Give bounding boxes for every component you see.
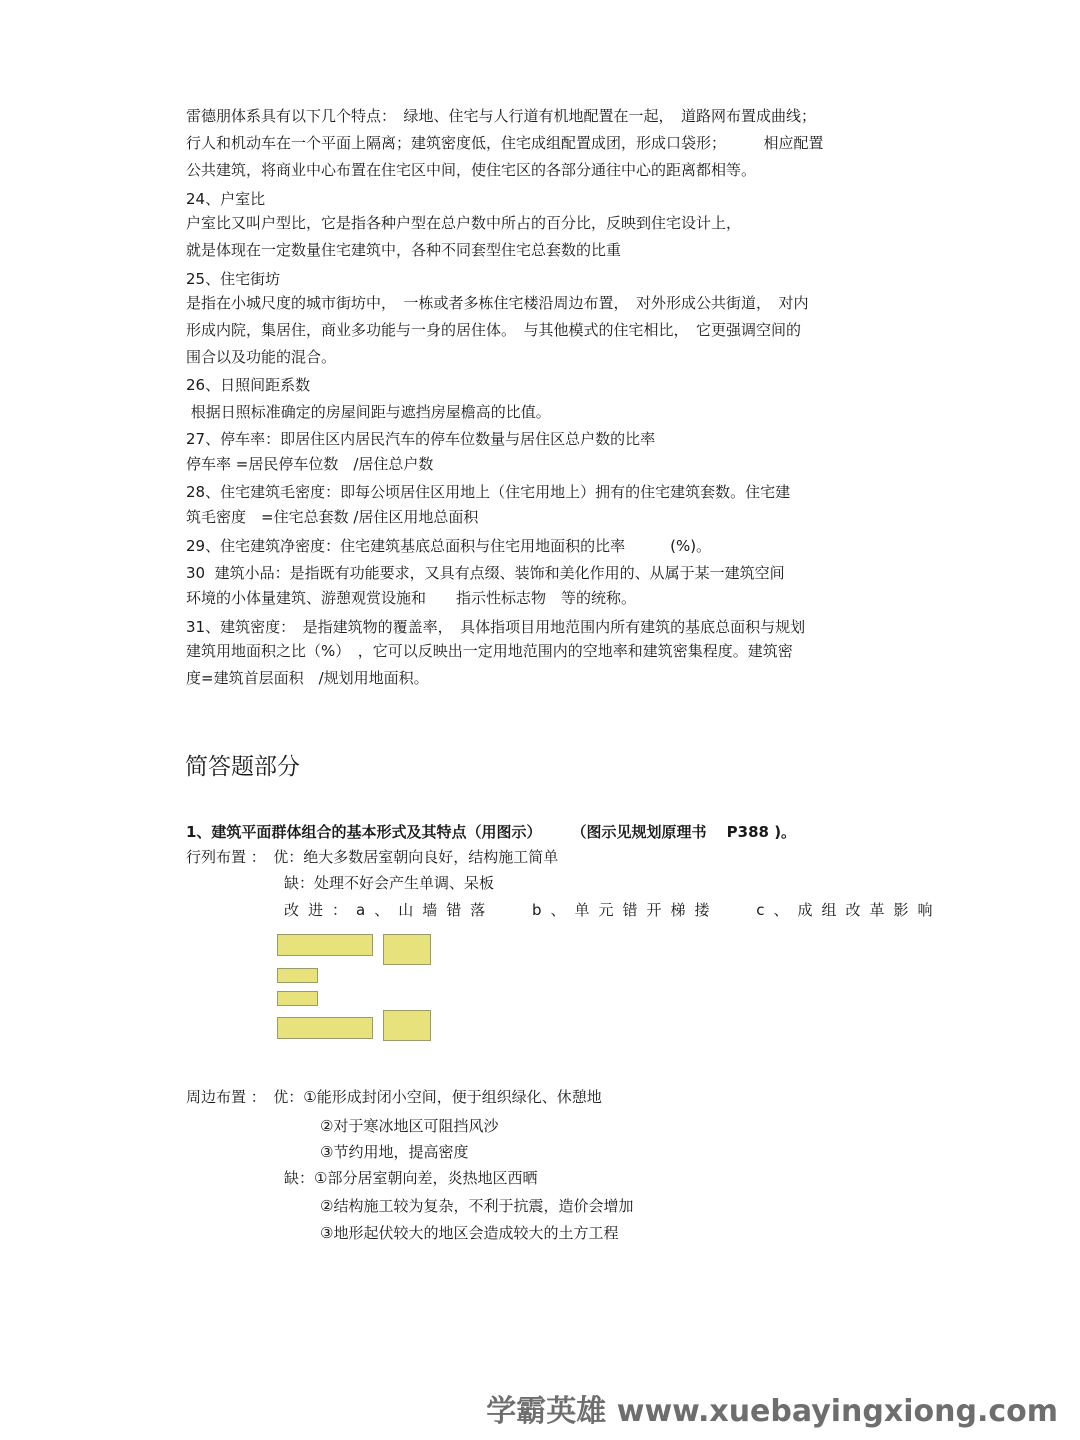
text-line: 形成内院，集居住，商业多功能与一身的居住体。 与其他模式的住宅相比， 它更强调空间的 <box>186 321 802 339</box>
text-line: 环境的小体量建筑、游憩观赏设施和 指示性标志物 等的统称。 <box>186 589 637 607</box>
formula-line: 停车率 =居民停车位数 /居住总户数 <box>186 455 434 473</box>
perimeter-layout-pro-3: ③节约用地，提高密度 <box>320 1143 469 1161</box>
text-line: 就是体现在一定数量住宅建筑中，各种不同套型住宅总套数的比重 <box>186 241 622 259</box>
text-line: 是指在小城尺度的城市街坊中， 一栋或者多栋住宅楼沿周边布置， 对外形成公共街道， 对内 <box>186 294 809 312</box>
perimeter-layout-con-3: ③地形起伏较大的地区会造成较大的土方工程 <box>320 1224 619 1242</box>
formula-line: 筑毛密度 =住宅总套数 /居住区用地总面积 <box>186 508 479 526</box>
text-line: 31、建筑密度： 是指建筑物的覆盖率， 具体指项目用地范围内所有建筑的基底总面积与规划 <box>186 618 806 636</box>
perimeter-layout-con-2: ②结构施工较为复杂，不利于抗震，造价会增加 <box>320 1197 634 1215</box>
watermark: 学霸英雄 www.xuebayingxiong.com <box>486 1394 1058 1429</box>
text-line: 雷德朋体系具有以下几个特点： 绿地、住宅与人行道有机地配置在一起， 道路网布置成曲线； <box>186 107 817 125</box>
perimeter-layout-con-1: 缺：①部分居室朝向差，炎热地区西晒 <box>284 1169 538 1187</box>
building-block <box>277 934 373 956</box>
text-line: 29、住宅建筑净密度：住宅建筑基底总面积与住宅用地面积的比率 (%)。 <box>186 537 712 555</box>
term-heading: 25、住宅街坊 <box>186 270 281 288</box>
building-block <box>383 1010 431 1041</box>
question-title: 1、建筑平面群体组合的基本形式及其特点（用图示） （图示见规划原理书 P388 )。 <box>186 823 797 841</box>
text-line: 30 建筑小品：是指既有功能要求，又具有点缀、装饰和美化作用的、从属于某一建筑空间 <box>186 564 785 582</box>
row-layout-cons: 缺：处理不好会产生单调、呆板 <box>284 874 495 892</box>
building-block <box>277 968 318 983</box>
building-block <box>277 991 318 1006</box>
formula-line: 度=建筑首层面积 /规划用地面积。 <box>186 669 429 687</box>
term-heading: 24、户室比 <box>186 190 266 208</box>
text-line: 行人和机动车在一个平面上隔离；建筑密度低，住宅成组配置成团，形成口袋形； 相应配置 <box>186 134 824 152</box>
building-block <box>383 934 431 965</box>
text-line: 根据日照标准确定的房屋间距与遮挡房屋檐高的比值。 <box>186 403 551 421</box>
perimeter-layout-pro-2: ②对于寒冰地区可阻挡风沙 <box>320 1117 499 1135</box>
row-layout-improve: 改进：a、山墙错落 b、单元错开梯搂 c、成组改革影响 <box>284 901 942 919</box>
text-line: 建筑用地面积之比（%） ，它可以反映出一定用地范围内的空地率和建筑密集程度。建筑密 <box>186 642 793 660</box>
term-heading: 26、日照间距系数 <box>186 376 311 394</box>
section-title: 简答题部分 <box>185 754 300 780</box>
text-line: 公共建筑，将商业中心布置在住宅区中间，使住宅区的各部分通往中心的距离都相等。 <box>186 161 757 179</box>
perimeter-layout-pro-1: 周边布置 ： 优：①能形成封闭小空间，便于组织绿化、休憩地 <box>186 1088 602 1106</box>
text-line: 围合以及功能的混合。 <box>186 348 337 366</box>
text-line: 户室比又叫户型比，它是指各种户型在总户数中所占的百分比，反映到住宅设计上， <box>186 214 742 232</box>
text-line: 27、停车率：即居住区内居民汽车的停车位数量与居住区总户数的比率 <box>186 430 656 448</box>
text-line: 28、住宅建筑毛密度：即每公顷居住区用地上（住宅用地上）拥有的住宅建筑套数。住宅建 <box>186 483 791 501</box>
row-layout-pros: 行列布置 ： 优：绝大多数居室朝向良好，结构施工简单 <box>186 848 559 866</box>
building-block <box>277 1017 373 1039</box>
